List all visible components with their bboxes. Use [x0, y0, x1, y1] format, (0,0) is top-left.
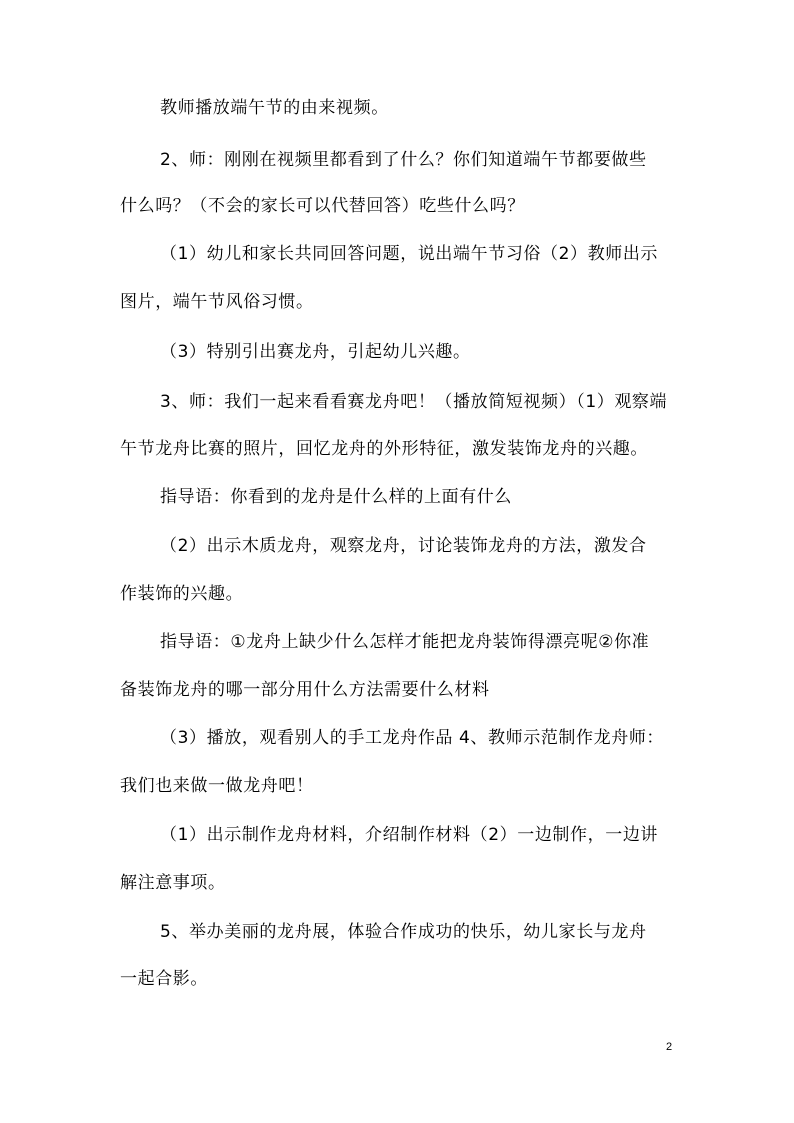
paragraph-line: （3）特别引出赛龙舟，引起幼儿兴趣。 [160, 342, 471, 362]
paragraph-line: 5、举办美丽的龙舟展，体验合作成功的快乐，幼儿家长与龙舟 [160, 922, 647, 942]
page-number: 2 [666, 1041, 673, 1053]
paragraph-line: 一起合影。 [120, 969, 208, 989]
paragraph-line: 午节龙舟比赛的照片，回忆龙舟的外形特征，激发装饰龙舟的兴趣。 [120, 439, 648, 459]
paragraph-line: 作装饰的兴趣。 [120, 584, 244, 604]
paragraph-line: 2、师：刚刚在视频里都看到了什么？你们知道端午节都要做些 [160, 150, 647, 170]
paragraph-line: （2）出示木质龙舟，观察龙舟，讨论装饰龙舟的方法，激发合 [160, 536, 647, 556]
paragraph-line: （1）幼儿和家长共同回答问题，说出端午节习俗（2）教师出示 [160, 244, 659, 264]
paragraph-line: 解注意事项。 [120, 873, 226, 893]
paragraph-line: （1）出示制作龙舟材料，介绍制作材料（2）一边制作，一边讲 [160, 825, 659, 845]
paragraph-line: （3）播放，观看别人的手工龙舟作品 4、教师示范制作龙舟师： [160, 728, 665, 748]
paragraph-line: 备装饰龙舟的哪一部分用什么方法需要什么材料 [120, 680, 490, 700]
paragraph-line: 3、师：我们一起来看看赛龙舟吧！（播放简短视频）（1）观察端 [160, 392, 668, 412]
paragraph-line: 什么吗？（不会的家长可以代替回答）吃些什么吗？ [120, 196, 525, 216]
paragraph-line: 教师播放端午节的由来视频。 [160, 98, 389, 118]
paragraph-line: 我们也来做一做龙舟吧！ [120, 776, 314, 796]
paragraph-line: 指导语：你看到的龙舟是什么样的上面有什么 [160, 487, 512, 507]
paragraph-line: 图片，端午节风俗习惯。 [120, 292, 314, 312]
paragraph-line: 指导语：①龙舟上缺少什么怎样才能把龙舟装饰得漂亮呢②你准 [160, 632, 650, 652]
